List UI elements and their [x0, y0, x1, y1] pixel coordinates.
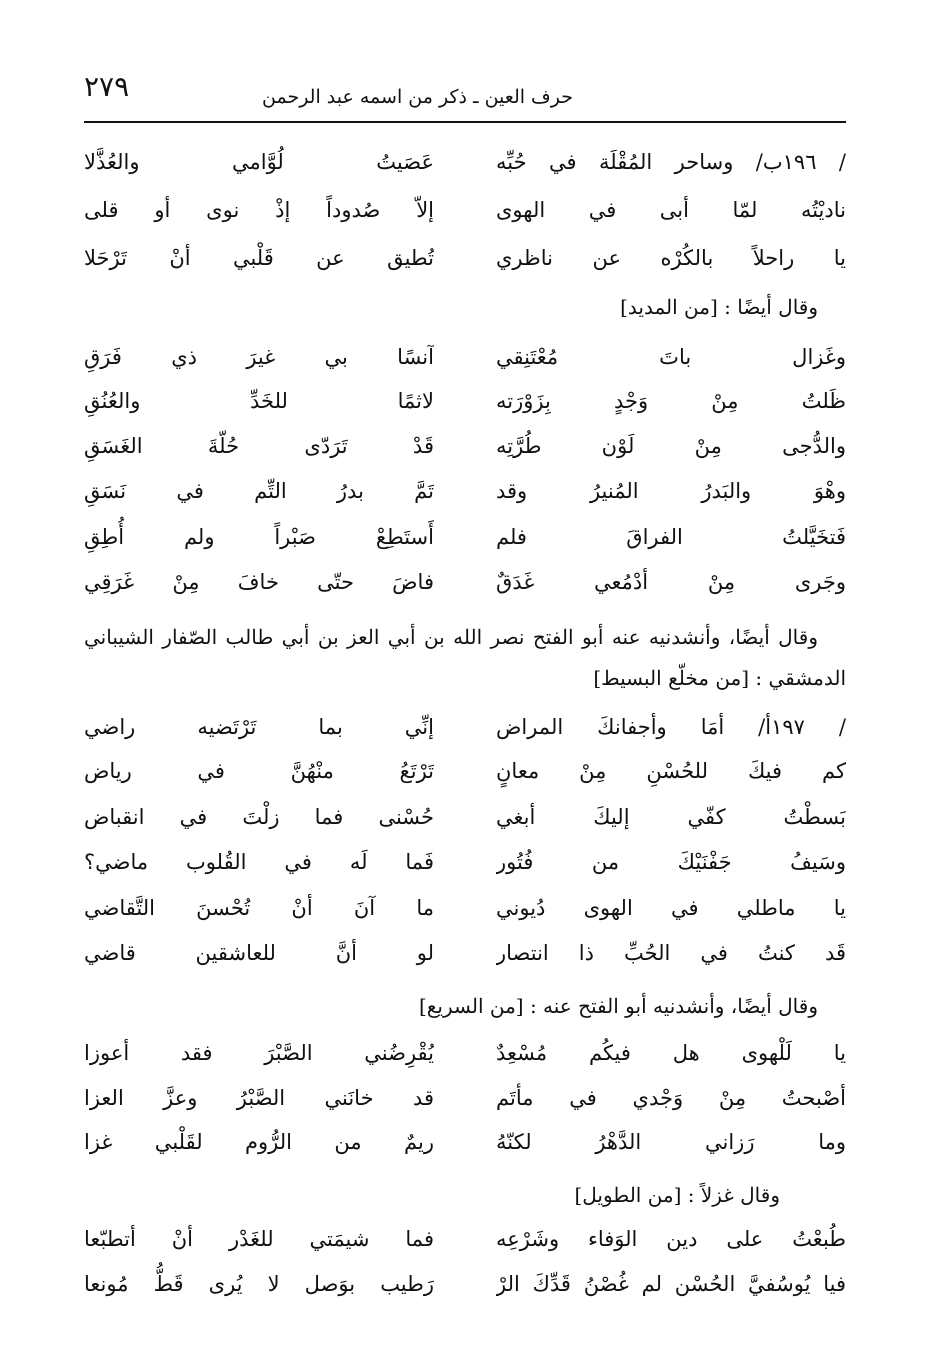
- verse-first-hemistich: والدُّجى مِنْ لَوْن طُرَّتِه: [496, 434, 846, 458]
- header-divider: [84, 121, 846, 123]
- verse-first-hemistich: ناديْتُه لمّا أبى في الهوى: [496, 198, 846, 222]
- verse: [84, 1259, 846, 1309]
- verse-second-hemistich: إنِّي بما تَرْتَضيه راضي: [84, 715, 434, 739]
- verse: [84, 702, 846, 752]
- verse-first-hemistich: وغَزال باتَ مُعْتَنِقي: [496, 345, 846, 369]
- verse-first-hemistich: بَسطْتُ كفّي إليكَ أبغي: [496, 805, 846, 829]
- verse-second-hemistich: فما شيمَتي للغَدْر أنْ أتطبّعا: [84, 1227, 434, 1251]
- poem-introduction: وقال أيضًا : [من المديد]: [620, 295, 818, 319]
- verse-second-hemistich: آنسًا بي غيرَ ذي فَرَقِ: [84, 345, 434, 369]
- poem-introduction: وقال أيضًا، وأنشدنيه عنه أبو الفتح نصر الله بن أبي العز بن أبي طالب الصّفار الشيباني: [84, 625, 818, 649]
- page-number: ٢٧٩: [84, 70, 130, 103]
- verse: [84, 137, 846, 187]
- verse: [84, 1214, 846, 1264]
- verse: [84, 792, 846, 842]
- verse-first-hemistich: فيا يُوسُفيَّ الحُسْن لم غُصْنُ قَدِّكَ الرْ: [496, 1272, 846, 1296]
- verse-first-hemistich: يا لَلْهوى هل فيكُم مُسْعِدٌ: [496, 1041, 846, 1065]
- poem-introduction: وقال غزلاً : [من الطويل]: [574, 1183, 780, 1207]
- verse: [84, 1073, 846, 1123]
- verse: [84, 837, 846, 887]
- verse-second-hemistich: حُسْنى فما زلْتَ في انقباض: [84, 805, 434, 829]
- verse-first-hemistich: أصْبحتُ مِنْ وَجْدي في مأتَم: [496, 1086, 846, 1110]
- running-header: حرف العين ـ ذكر من اسمه عبد الرحمن: [262, 86, 573, 108]
- verse: [84, 1117, 846, 1167]
- verse-second-hemistich: تَمَّ بدرُ التِّم في نَسَقِ: [84, 479, 434, 503]
- verse: [84, 185, 846, 235]
- verse-second-hemistich: عَصَيتُ لُوَّامي والعُذَّلا: [84, 150, 434, 174]
- verse: [84, 1028, 846, 1078]
- verse: [84, 928, 846, 978]
- verse-second-hemistich: تُطيق عن قَلْبي أنْ تَرْحَلا: [84, 246, 434, 270]
- verse-first-hemistich: / ١٩٦ب/ وساحر المُقْلَة في حُبِّه: [496, 150, 846, 174]
- verse-first-hemistich: / ١٩٧أ/ أمَا وأجفانكَ المراض: [496, 715, 846, 739]
- verse-first-hemistich: يا ماطلي في الهوى دُيوني: [496, 896, 846, 920]
- verse: [84, 746, 846, 796]
- verse-second-hemistich: ما آنَ أنْ تُحْسنَ التَّقاضي: [84, 896, 434, 920]
- verse-second-hemistich: لاثمًا للخَدِّ والعُنُقِ: [84, 389, 434, 413]
- verse-second-hemistich: أَستَطِعْ صَبْراً ولم أُطِقِ: [84, 525, 434, 549]
- verse-second-hemistich: يُقْرِضُني الصَّبْرَ فقد أعوزا: [84, 1041, 434, 1065]
- verse-second-hemistich: تَرْتَعُ منْهُنَّ في رياض: [84, 759, 434, 783]
- verse-second-hemistich: قَدْ تَرَدّى حُلّةَ الغَسَقِ: [84, 434, 434, 458]
- verse-first-hemistich: ظَلتُ مِنْ وَجْدٍ بِزَوْرَته: [496, 389, 846, 413]
- verse: [84, 332, 846, 382]
- verse-second-hemistich: فَما لَه في القُلوب ماضي؟: [84, 850, 434, 874]
- verse-first-hemistich: فَتخَيَّلتُ الفراقَ فلم: [496, 525, 846, 549]
- verse-first-hemistich: وما رَزاني الدَّهْرُ لكنّهُ: [496, 1130, 846, 1154]
- verse: [84, 421, 846, 471]
- verse: [84, 557, 846, 607]
- verse: [84, 233, 846, 283]
- poem-introduction: وقال أيضًا، وأنشدنيه أبو الفتح عنه : [من السريع]: [418, 994, 818, 1018]
- verse-first-hemistich: يا راحلاً بالكُرْه عن ناظري: [496, 246, 846, 270]
- verse-first-hemistich: وهْوَ والبَدرُ المُنيرُ وقد: [496, 479, 846, 503]
- verse: [84, 466, 846, 516]
- verse-second-hemistich: إلاّ صُدوداً إذْ نوى أو قلى: [84, 198, 434, 222]
- verse-first-hemistich: وسَيفُ جَفْنَيْكَ من فُتُور: [496, 850, 846, 874]
- verse-second-hemistich: فاضَ حتّى خافَ مِنْ غَرَقِي: [84, 570, 434, 594]
- verse-second-hemistich: رَطيب بوَصل لا يُرى قَطُّ مُونعا: [84, 1272, 434, 1296]
- verse: [84, 883, 846, 933]
- verse: [84, 376, 846, 426]
- verse-second-hemistich: ريمٌ من الرُّوم لقَلْبي غزا: [84, 1130, 434, 1154]
- verse-first-hemistich: كم فيكَ للحُسْنِ مِنْ معانٍ: [496, 759, 846, 783]
- verse-second-hemistich: لو أنَّ للعاشقين قاضي: [84, 941, 434, 965]
- verse: [84, 512, 846, 562]
- verse-first-hemistich: طُبعْتُ على دين الوَفاء وشَرْعِه: [496, 1227, 846, 1251]
- verse-second-hemistich: قد خانَني الصَّبْرُ وعزَّ العزا: [84, 1086, 434, 1110]
- poem-introduction-continued: الدمشقي : [من مخلّع البسيط]: [593, 666, 846, 690]
- verse-first-hemistich: وجَرى مِنْ أدْمُعي غَدَقٌ: [496, 570, 846, 594]
- verse-first-hemistich: قَد كنتُ في الحُبِّ ذا انتصار: [496, 941, 846, 965]
